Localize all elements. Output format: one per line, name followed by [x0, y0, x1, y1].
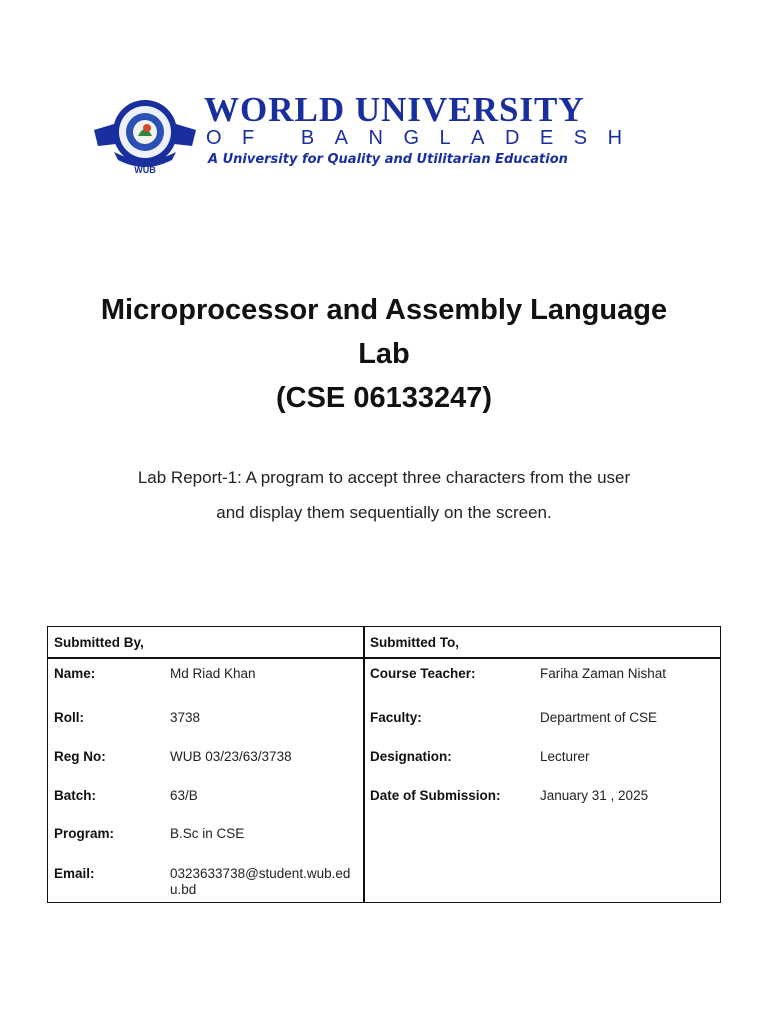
batch-value: 63/B	[170, 788, 198, 803]
program-label: Program:	[54, 826, 115, 841]
name-label: Name:	[54, 666, 96, 681]
report-subtitle-line-1: Lab Report-1: A program to accept three characters from the user	[137, 468, 631, 487]
table-column-divider	[363, 627, 365, 902]
name-value: Md Riad Khan	[170, 666, 256, 681]
course-code: (CSE 06133247)	[275, 382, 493, 414]
date-of-submission-label: Date of Submission:	[370, 788, 501, 803]
course-title-line-1: Microprocessor and Assembly Language	[100, 294, 668, 326]
report-subtitle-line-2: and display them sequentially on the screen.	[216, 503, 552, 522]
program-value: B.Sc in CSE	[170, 826, 245, 841]
email-label: Email:	[54, 866, 95, 881]
university-subname: OF BANGLADESH	[206, 127, 643, 149]
course-teacher-value: Fariha Zaman Nishat	[540, 666, 667, 681]
university-tagline: A University for Quality and Utilitarian Education	[208, 152, 568, 167]
submission-table	[47, 626, 721, 903]
report-subtitle	[60, 460, 708, 530]
course-title	[40, 288, 728, 420]
submitted-to-header: Submitted To,	[370, 635, 459, 650]
date-of-submission-value: January 31 , 2025	[540, 788, 649, 803]
reg-no-label: Reg No:	[54, 749, 106, 764]
email-value: 0323633738@student.wub.edu.bd	[170, 866, 351, 897]
course-title-line-2: Lab	[358, 338, 410, 370]
submitted-by-header: Submitted By,	[54, 635, 144, 650]
faculty-value: Department of CSE	[540, 710, 658, 725]
table-header-divider	[48, 657, 720, 659]
batch-label: Batch:	[54, 788, 97, 803]
course-teacher-label: Course Teacher:	[370, 666, 476, 681]
logo-text: WUB	[134, 165, 156, 175]
university-logo	[92, 94, 198, 176]
university-name: WORLD UNIVERSITY	[204, 90, 585, 129]
faculty-label: Faculty:	[370, 710, 422, 725]
designation-label: Designation:	[370, 749, 452, 764]
roll-label: Roll:	[54, 710, 84, 725]
reg-no-value: WUB 03/23/63/3738	[170, 749, 292, 764]
designation-value: Lecturer	[540, 749, 590, 764]
university-header	[92, 90, 643, 178]
roll-value: 3738	[170, 710, 201, 725]
